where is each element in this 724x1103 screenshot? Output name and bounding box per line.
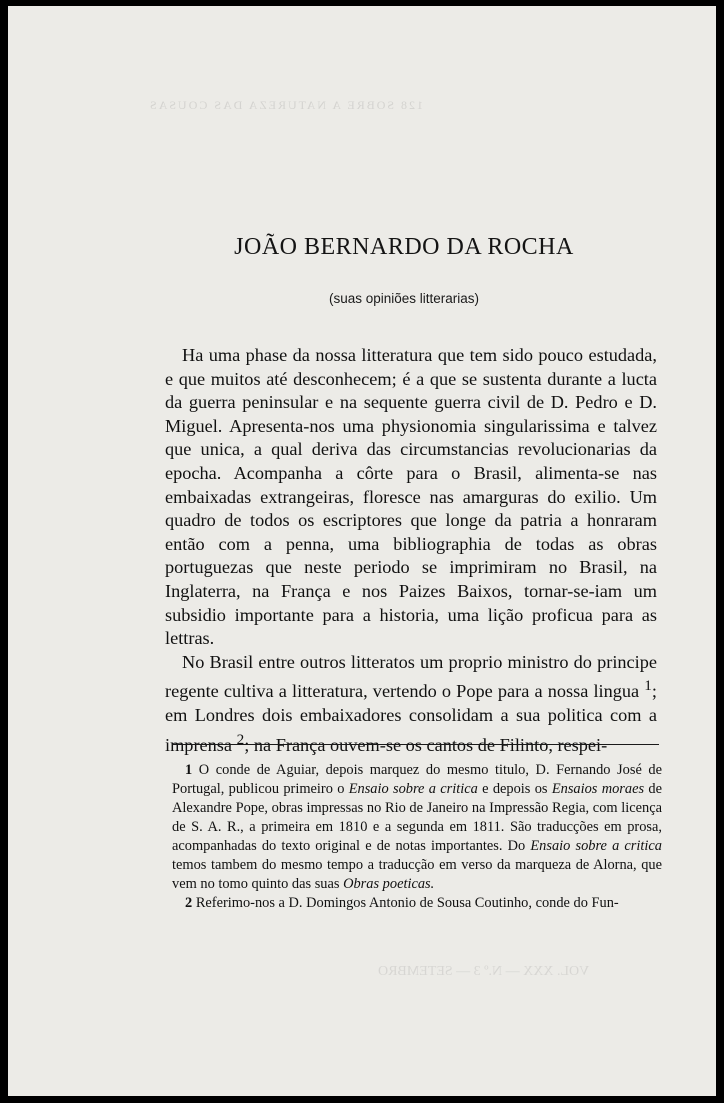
body-paragraph: Ha uma phase da nossa litteratura que tem sido pouco estudada, e que muitos até desconhecem; é a que se sustenta durante a lucta da guerra peninsular e na sequente guerra civil de D. Pedro e D. Miguel. Apresenta-nos uma physionomia singularissima e talvez que unica, a qual deriva das circumstancias revolucionarias da epocha. Acompanha a côrte para o Brasil, alimenta-se nas embaixadas extrangeiras, floresce nas amarguras do exilio. Um quadro de todos os escriptores que longe da patria a honraram então com a penna, uma bibliographia de todas as obras portuguezas que neste periodo se imprimiram no Brasil, na Inglaterra, na França e nos Paizes Baixos, tornar-se-iam um subsidio importante para a historia, uma lição proficua para as lettras. — [165, 345, 657, 649]
footnote-ref-1: 1 — [644, 677, 652, 695]
footnote-number: 1 — [185, 762, 193, 778]
article-title: JOÃO BERNARDO DA ROCHA — [234, 234, 574, 260]
footnote-ref-2: 2 — [236, 730, 245, 748]
footnote-text: temos tambem do mesmo tempo a traducção em verso da marqueza de Alorna, que vem no tomo quinto das suas — [172, 857, 662, 892]
footnote-2 — [172, 894, 662, 913]
footnote-italic-title: Obras poeticas. — [343, 876, 435, 892]
article-body — [165, 344, 657, 757]
footnote-text: Referimo-nos a D. Domingos Antonio de Sousa Coutinho, conde do Fun- — [195, 895, 619, 911]
footnote-1 — [172, 761, 662, 894]
footnote-italic-title: Ensaio sobre a critica — [348, 781, 478, 797]
bleed-through-header: 128 SOBRE A NATUREZA DAS COUSAS — [148, 98, 424, 112]
footnote-number: 2 — [185, 895, 193, 911]
footnote-text: O conde de Aguiar, depois marquez do mesmo titulo, D. Fernando José de Portugal, publicou primeiro o — [172, 762, 662, 797]
footnotes — [172, 761, 662, 913]
paragraph-text: ; na França ouvem-se os cantos de Filinto, respei- — [244, 734, 608, 755]
article-subtitle: (suas opiniões litterarias) — [328, 291, 480, 306]
paragraph-text: ; em Londres dois embaixadores consolidam a sua politica com a imprensa — [165, 681, 657, 755]
footnote-italic-title: Ensaio sobre a critica — [530, 838, 662, 854]
body-paragraph — [165, 651, 657, 758]
bleed-through-footer: VOL. XXX — N.º 3 — SETEMBRO — [378, 964, 590, 979]
footnote-divider — [172, 744, 659, 745]
footnote-italic-title: Ensaios moraes — [551, 781, 645, 797]
paragraph-text: No Brasil entre outros litteratos um proprio ministro do principe regente cultiva a litteratura, vertendo o Pope para a nossa lingua — [165, 651, 657, 702]
document-page — [8, 6, 716, 1096]
footnote-text: de Alexandre Pope, obras impressas no Rio de Janeiro na Impressão Regia, com licença de S. A. R., a primeira em 1810 e a segunda em 1811. São traducções em prosa, acompanhadas do texto original e de notas importantes. Do — [172, 781, 662, 854]
footnote-text: e depois os — [482, 781, 548, 797]
